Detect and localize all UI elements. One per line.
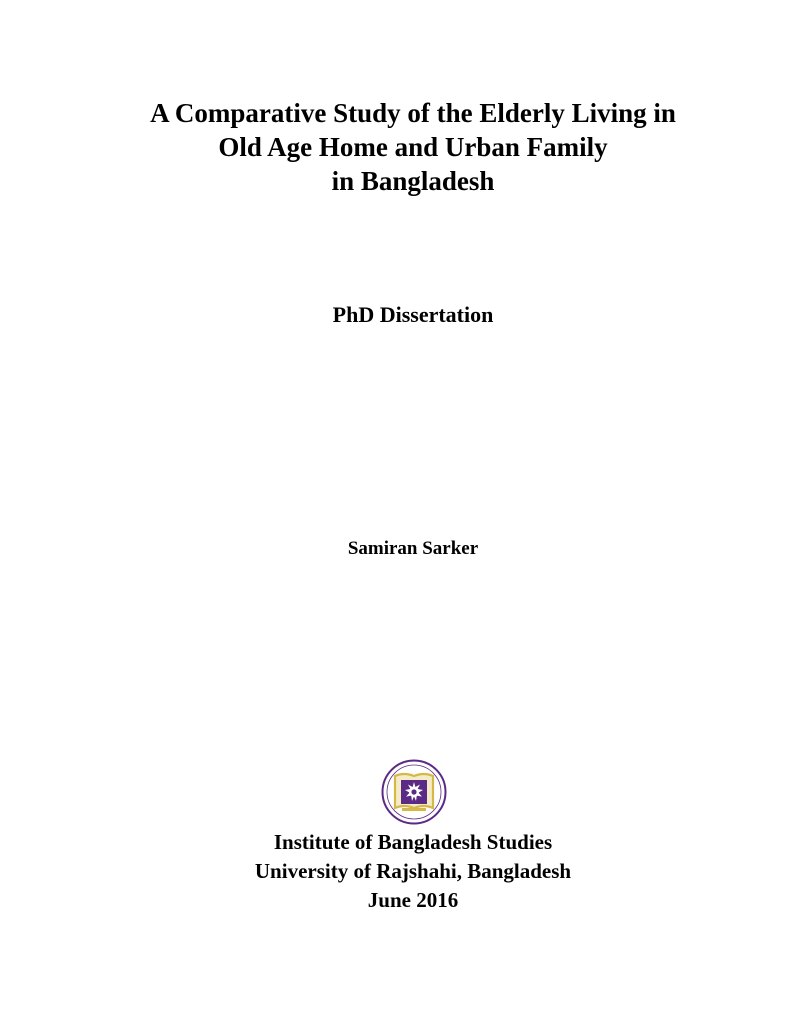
title-line-1: A Comparative Study of the Elderly Living in [150,98,676,128]
author-name: Samiran Sarker [347,538,479,559]
title-line-2: Old Age Home and Urban Family [218,132,608,162]
document-title [0,96,800,198]
affiliation-block [0,828,800,915]
submission-date: June 2016 [367,888,459,912]
title-line-3: in Bangladesh [331,166,495,196]
institute-name: Institute of Bangladesh Studies [273,830,553,854]
university-seal-icon [380,758,448,826]
document-type: PhD Dissertation [332,302,494,327]
university-name: University of Rajshahi, Bangladesh [254,859,572,883]
